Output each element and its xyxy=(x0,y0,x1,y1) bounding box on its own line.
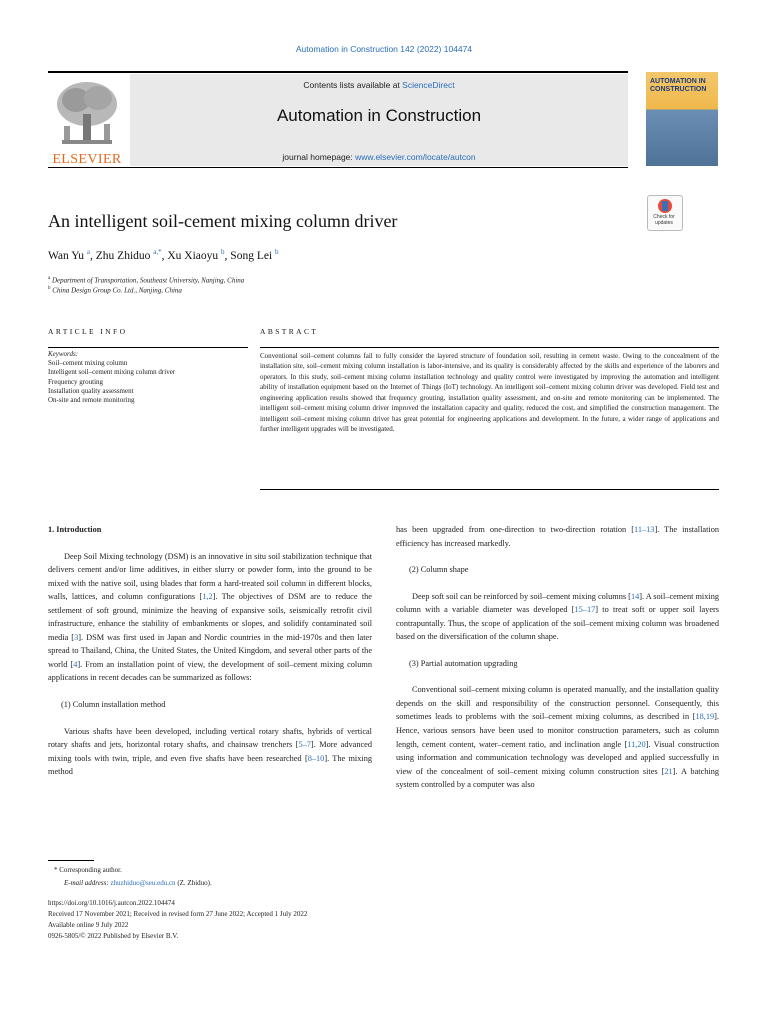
affiliation xyxy=(48,286,182,294)
affiliation-mark: a xyxy=(48,276,51,281)
text-run: ]. DSM was first used in Japan and Nordic countries in the mid-1970s and then later spread to Thailand, China, the United States, the United Kingdom, and several other parts of the world [ xyxy=(48,632,372,669)
author-affiliation-mark[interactable]: b xyxy=(221,248,225,256)
received-dates: Received 17 November 2021; Received in revised form 27 June 2022; Accepted 1 July 2022 xyxy=(48,910,308,918)
elsevier-tree-icon xyxy=(48,74,126,152)
paragraph xyxy=(396,523,719,550)
citation-link[interactable]: 1,2 xyxy=(202,592,213,602)
homepage-link[interactable]: www.elsevier.com/locate/autcon xyxy=(355,152,476,162)
keywords-block xyxy=(48,350,248,405)
keyword: On-site and remote monitoring xyxy=(48,396,135,405)
author-name[interactable]: Zhu Zhiduo xyxy=(95,249,151,262)
body-column-right xyxy=(396,523,719,792)
journal-citation[interactable]: Automation in Construction 142 (2022) 104474 xyxy=(295,44,473,54)
text-run: ]. The installation efficiency has increased markedly. xyxy=(396,525,719,548)
article-info-heading: ARTICLE INFO xyxy=(48,327,128,336)
abstract-heading: ABSTRACT xyxy=(260,327,319,336)
author-name[interactable]: Song Lei xyxy=(230,249,273,262)
text-run: Deep soft soil can be reinforced by soil–cement mixing columns [ xyxy=(412,591,631,601)
elsevier-wordmark: ELSEVIER xyxy=(52,152,122,167)
abstract-rule-bottom xyxy=(260,489,719,490)
text-run: Various shafts have been developed, including vertical rotary shafts, hybrids of vertical rotary shafts and jets, horizontal rotary shafts, and chainsaw trenchers [ xyxy=(48,726,372,750)
doi-link[interactable]: https://doi.org/10.1016/j.autcon.2022.104474 xyxy=(48,899,175,907)
text-run: ]. Hence, various sensors have been used to monitor construction parameters, such as column length, cement content, water–cement ratio, and inclination angle [ xyxy=(396,712,719,749)
journal-title: Automation in Construction xyxy=(276,106,482,125)
affiliation xyxy=(48,276,244,284)
crossmark-label: Check for updates xyxy=(653,214,675,226)
keyword: Installation quality assessment xyxy=(48,386,134,395)
text-run: Conventional soil–cement mixing column is operated manually, and the installation quality depends on the skill and responsibility of the construction personnel. Consequently, this sometimes leads to problems with the soil–cement mixing columns, as described in [ xyxy=(396,685,719,722)
text-run: has been upgraded from one-direction to two-direction rotation [ xyxy=(396,525,635,534)
affiliation-text: Department of Transportation, Southeast University, Nanjing, China xyxy=(51,276,245,285)
author-affiliation-mark[interactable]: a,* xyxy=(153,248,162,256)
corresponding-note: * Corresponding author. xyxy=(54,866,122,874)
citation-link[interactable]: 18,19 xyxy=(695,712,715,722)
corresponding-text: Corresponding author. xyxy=(59,866,122,874)
text-run: ]. More advanced mixing tools with twin, triple, and even five shafts have been researched [ xyxy=(48,740,372,763)
keyword: Soil–cement mixing column xyxy=(48,359,128,368)
abstract-text: Conventional soil–cement columns fail to fully consider the layered structure of foundation soil, resulting in cement waste. Owing to the concealment of the installation site, soil–cement mixing column installation is labor-intensive, and its quality is considerably affected by the skills and experience of the laborers and operators. In this study, soil–cement mixing column installation technology and quality control were investigated by improving the automation and intelligent ability of installation equipment based on the Internet of Things (IoT) technology. An intelligent soil–cement mixing column driver was developed. Field test and engineering application results showed that frequency grouting, installation quality assessment, and on-site and remote monitoring can be implemented. The intelligent soil–cement mixing column driver improved the installation capacity and quality, reduced the cost, and simplified the construction management. The intelligent soil–cement mixing column driver has great potential for engineering applications and development. In the future, a wider range of applications and further intelligent upgrades will be investigated. xyxy=(260,352,719,434)
citation-link[interactable]: 8–10 xyxy=(307,753,325,763)
text-run: Deep Soil Mixing technology (DSM) is an innovative in situ soil stabilization technique that delivers cement and/or lime additives, in either slurry or powder form, into the ground to be mixed with the native soil, using blades that form a hard-treated soil column in different blocks, walls, lattices, and column configurations [ xyxy=(48,551,372,602)
author-affiliation-mark[interactable]: a xyxy=(86,248,91,256)
text-run: ]. The objectives of DSM are to reduce the settlement of soft ground, minimize the heaving of expansive soils, seismically retrofit civil infrastructure, enhance the stability of embankments or slopes, and solidify contaminated soil media [ xyxy=(48,592,372,642)
journal-cover-title: AUTOMATION IN CONSTRUCTION xyxy=(650,78,707,93)
email-label: E-mail address: xyxy=(64,879,111,887)
paragraph xyxy=(48,725,372,779)
sciencedirect-link[interactable]: ScienceDirect xyxy=(402,80,455,90)
email-note xyxy=(64,878,212,889)
author-name[interactable]: Wan Yu xyxy=(48,249,85,262)
affiliation-text: China Design Group Co. Ltd., Nanjing, China xyxy=(52,286,182,295)
subsection-heading: (1) Column installation method xyxy=(61,700,166,710)
keywords-label: Keywords: xyxy=(48,350,79,358)
citation-link[interactable]: 5–7 xyxy=(298,740,311,750)
section-heading: 1. Introduction xyxy=(48,525,102,534)
email-suffix: (Z. Zhiduo). xyxy=(175,879,212,887)
email-link[interactable]: zhuzhiduo@seu.edu.cn xyxy=(110,879,176,887)
keyword: Intelligent soil–cement mixing column driver xyxy=(48,368,176,377)
available-online: Available online 9 July 2022 xyxy=(48,921,129,929)
copyright: 0926-5805/© 2022 Published by Elsevier B.V. xyxy=(48,932,179,940)
citation-link[interactable]: 4 xyxy=(73,659,78,669)
contents-prefix: Contents lists available at xyxy=(303,80,403,90)
keyword: Frequency grouting xyxy=(48,377,104,386)
header-rule-bottom xyxy=(48,167,628,168)
text-run: ]. A soil–cement mixing column with a variable diameter was developed [ xyxy=(396,591,719,615)
citation-link[interactable]: 21 xyxy=(664,766,673,776)
text-run: ]. The mixing method xyxy=(48,753,372,777)
affiliation-mark: b xyxy=(48,286,51,291)
contents-line xyxy=(130,80,628,90)
subsection-heading: (3) Partial automation upgrading xyxy=(409,658,518,668)
text-run: ]. A batching system controlled by a computer was also xyxy=(396,766,720,790)
text-run: ]. From an installation point of view, the development of soil–cement mixing column applications in recent decades can be summarized as follows: xyxy=(48,659,372,683)
citation-link[interactable]: 3 xyxy=(74,632,79,642)
body-column-left xyxy=(48,523,372,779)
citation-link[interactable]: 11,20 xyxy=(627,739,646,749)
citation-link[interactable]: 15–17 xyxy=(574,605,596,615)
citation-link[interactable]: 14 xyxy=(630,591,640,601)
author-affiliation-mark[interactable]: b xyxy=(275,248,279,256)
paragraph xyxy=(396,590,719,644)
abstract-rule-top xyxy=(260,347,719,348)
header-rule-top xyxy=(48,71,628,73)
crossmark-icon xyxy=(648,196,682,216)
paper-title: An intelligent soil-cement mixing column driver xyxy=(48,211,398,231)
homepage-prefix: journal homepage: xyxy=(282,152,356,162)
text-run: ] to treat soft or upper soil layers contrapuntally. Thus, the scope of application of the soil–cement mixing column was broadened based on the diversification of the column shape. xyxy=(396,605,719,642)
subsection-heading: (2) Column shape xyxy=(409,565,469,575)
paragraph xyxy=(396,683,719,791)
text-run: ]. Visual construction using information and communication technology was developed and applied successfully in view of the concealment of soil–cement mixing column construction sites [ xyxy=(396,739,720,776)
author-list: Wan Yu $^a$, Zhu Zhiduo $^{a,*}$, Xu Xiaoyu $^b$, Song Lei $^b$ xyxy=(48,248,279,262)
author-name[interactable]: Xu Xiaoyu xyxy=(167,249,219,262)
paragraph xyxy=(48,550,372,685)
journal-homepage xyxy=(130,152,628,162)
citation-link[interactable]: 11–13 xyxy=(634,525,655,534)
article-info-rule xyxy=(48,347,248,348)
footnote-rule xyxy=(48,860,94,861)
